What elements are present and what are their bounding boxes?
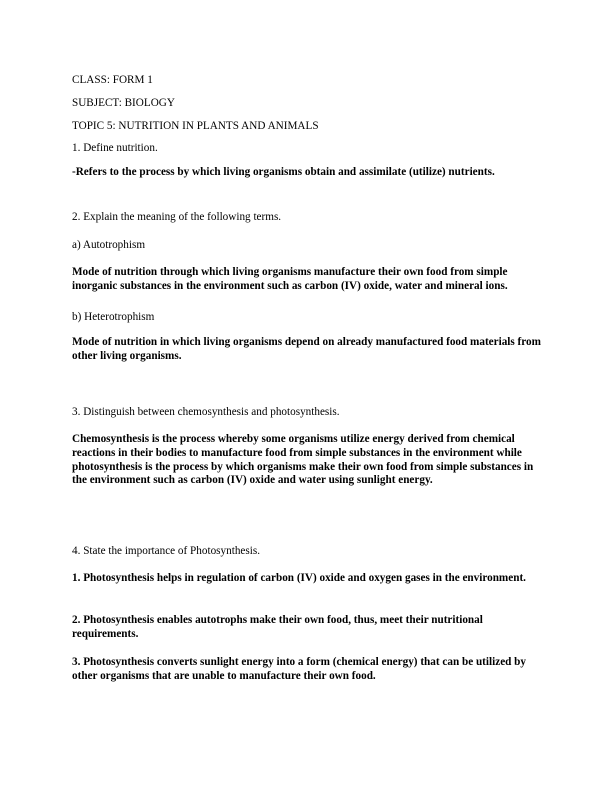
subject-line: SUBJECT: BIOLOGY [72, 97, 175, 109]
topic-line: TOPIC 5: NUTRITION IN PLANTS AND ANIMALS [72, 120, 319, 132]
importance-point-2: 2. Photosynthesis enables autotrophs make their own food, thus, meet their nutritional requirements. [72, 614, 483, 640]
term-a-label: a) Autotrophism [72, 239, 146, 251]
class-line: CLASS: FORM 1 [72, 74, 153, 86]
question-2: 2. Explain the meaning of the following terms. [72, 211, 282, 223]
importance-point-3: 3. Photosynthesis converts sunlight energy into a form (chemical energy) that can be utilized by other organisms that are unable to manufacture their own food. [72, 656, 526, 682]
answer-3: Chemosynthesis is the process whereby some organisms utilize energy derived from chemical reactions in their bodies to manufacture food from simple substances in the environment while photosynthesis is the process by which organisms make their own food from simple substances in the environment such as carbon (IV) oxide and water using sunlight energy. [72, 433, 534, 487]
term-b-label: b) Heterotrophism [72, 311, 155, 323]
question-3: 3. Distinguish between chemosynthesis and photosynthesis. [72, 406, 340, 418]
question-1: 1. Define nutrition. [72, 142, 158, 154]
answer-1: -Refers to the process by which living organisms obtain and assimilate (utilize) nutrients. [72, 166, 495, 178]
question-4: 4. State the importance of Photosynthesis. [72, 545, 260, 557]
term-b-answer: Mode of nutrition in which living organisms depend on already manufactured food materials from other living organisms. [72, 336, 541, 362]
importance-point-1: 1. Photosynthesis helps in regulation of carbon (IV) oxide and oxygen gases in the environment. [72, 572, 526, 584]
term-a-answer: Mode of nutrition through which living organisms manufacture their own food from simple inorganic substances in the environment such as carbon (IV) oxide, water and mineral ions. [72, 266, 508, 292]
